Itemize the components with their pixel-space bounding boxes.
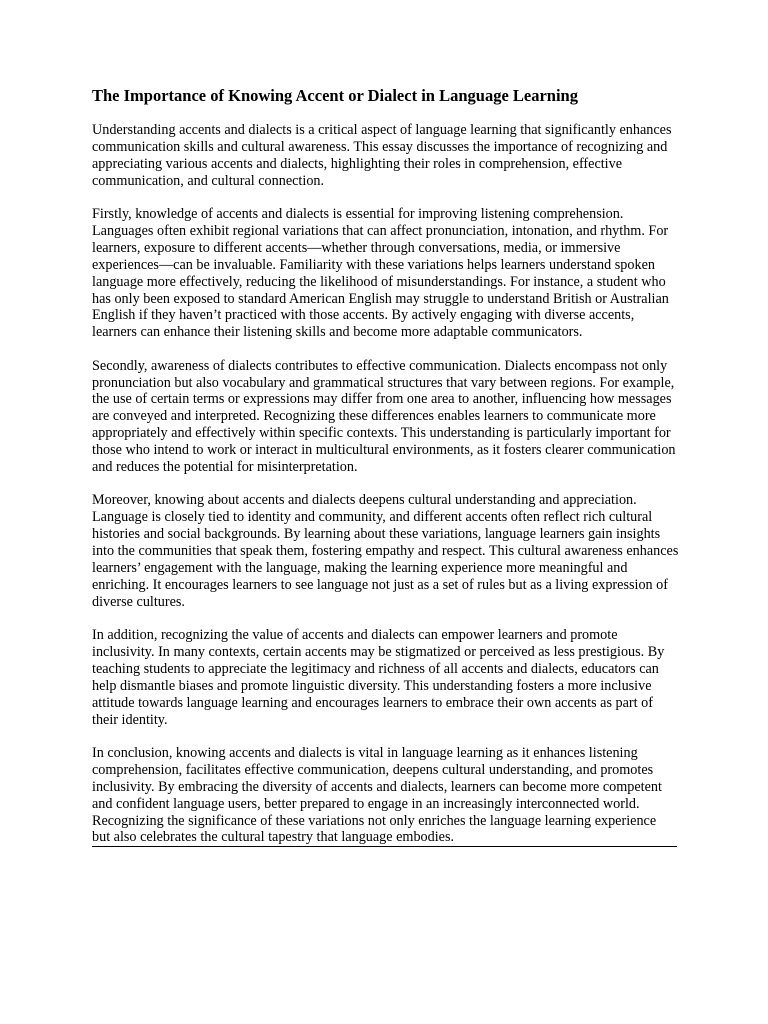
paragraph-introduction: Understanding accents and dialects is a critical aspect of language learning that significantly enhances communication skills and cultural awareness. This essay discusses the importance of recognizing and appreciating various accents and dialects, highlighting their roles in comprehension, effective communication, and cultural connection. [92,122,672,189]
document-body [92,86,682,847]
paragraph-listening-comprehension: Firstly, knowledge of accents and dialects is essential for improving listening comprehension. Languages often exhibit regional variations that can affect pronunciation, intonation, and rhythm. For learners, exposure to different accents—whether through conversations, media, or immersive experiences—can be invaluable. Familiarity with these variations helps learners understand spoken language more effectively, reducing the likelihood of misunderstandings. For instance, a student who has only been exposed to standard American English may struggle to understand British or Australian English if they haven’t practiced with those accents. By actively engaging with diverse accents, learners can enhance their listening skills and become more adaptable communicators. [92,206,669,341]
document-title: The Importance of Knowing Accent or Dialect in Language Learning [92,86,578,105]
paragraph-inclusivity: In addition, recognizing the value of accents and dialects can empower learners and promote inclusivity. In many contexts, certain accents may be stigmatized or perceived as less prestigious. By teaching students to appreciate the legitimacy and richness of all accents and dialects, educators can help dismantle biases and promote linguistic diversity. This understanding fosters a more inclusive attitude towards language learning and encourages learners to embrace their own accents as part of their identity. [92,627,665,728]
paragraph-effective-communication: Secondly, awareness of dialects contributes to effective communication. Dialects encompass not only pronunciation but also vocabulary and grammatical structures that vary between regions. For example, the use of certain terms or expressions may differ from one area to another, influencing how messages are conveyed and interpreted. Recognizing these differences enables learners to communicate more appropriately and effectively within specific contexts. This understanding is particularly important for those who intend to work or interact in multicultural environments, as it fosters clearer communication and reduces the potential for misinterpretation. [92,357,676,476]
paragraph-conclusion: In conclusion, knowing accents and dialects is vital in language learning as it enhances listening comprehension, facilitates effective communication, deepens cultural understanding, and promotes inclusivity. By embracing the diversity of accents and dialects, learners can become more competent and confident language users, better prepared to engage in an increasingly interconnected world. Recognizing the significance of these variations not only enriches the language learning experience but also celebrates the cultural tapestry that language embodies. [92,745,677,847]
paragraph-cultural-understanding: Moreover, knowing about accents and dialects deepens cultural understanding and appreciation. Language is closely tied to identity and community, and different accents often reflect rich cultural histories and social backgrounds. By learning about these variations, language learners gain insights into the communities that speak them, fostering empathy and respect. This cultural awareness enhances learners’ engagement with the language, making the learning experience more meaningful and enriching. It encourages learners to see language not just as a set of rules but as a living expression of diverse cultures. [92,492,679,610]
